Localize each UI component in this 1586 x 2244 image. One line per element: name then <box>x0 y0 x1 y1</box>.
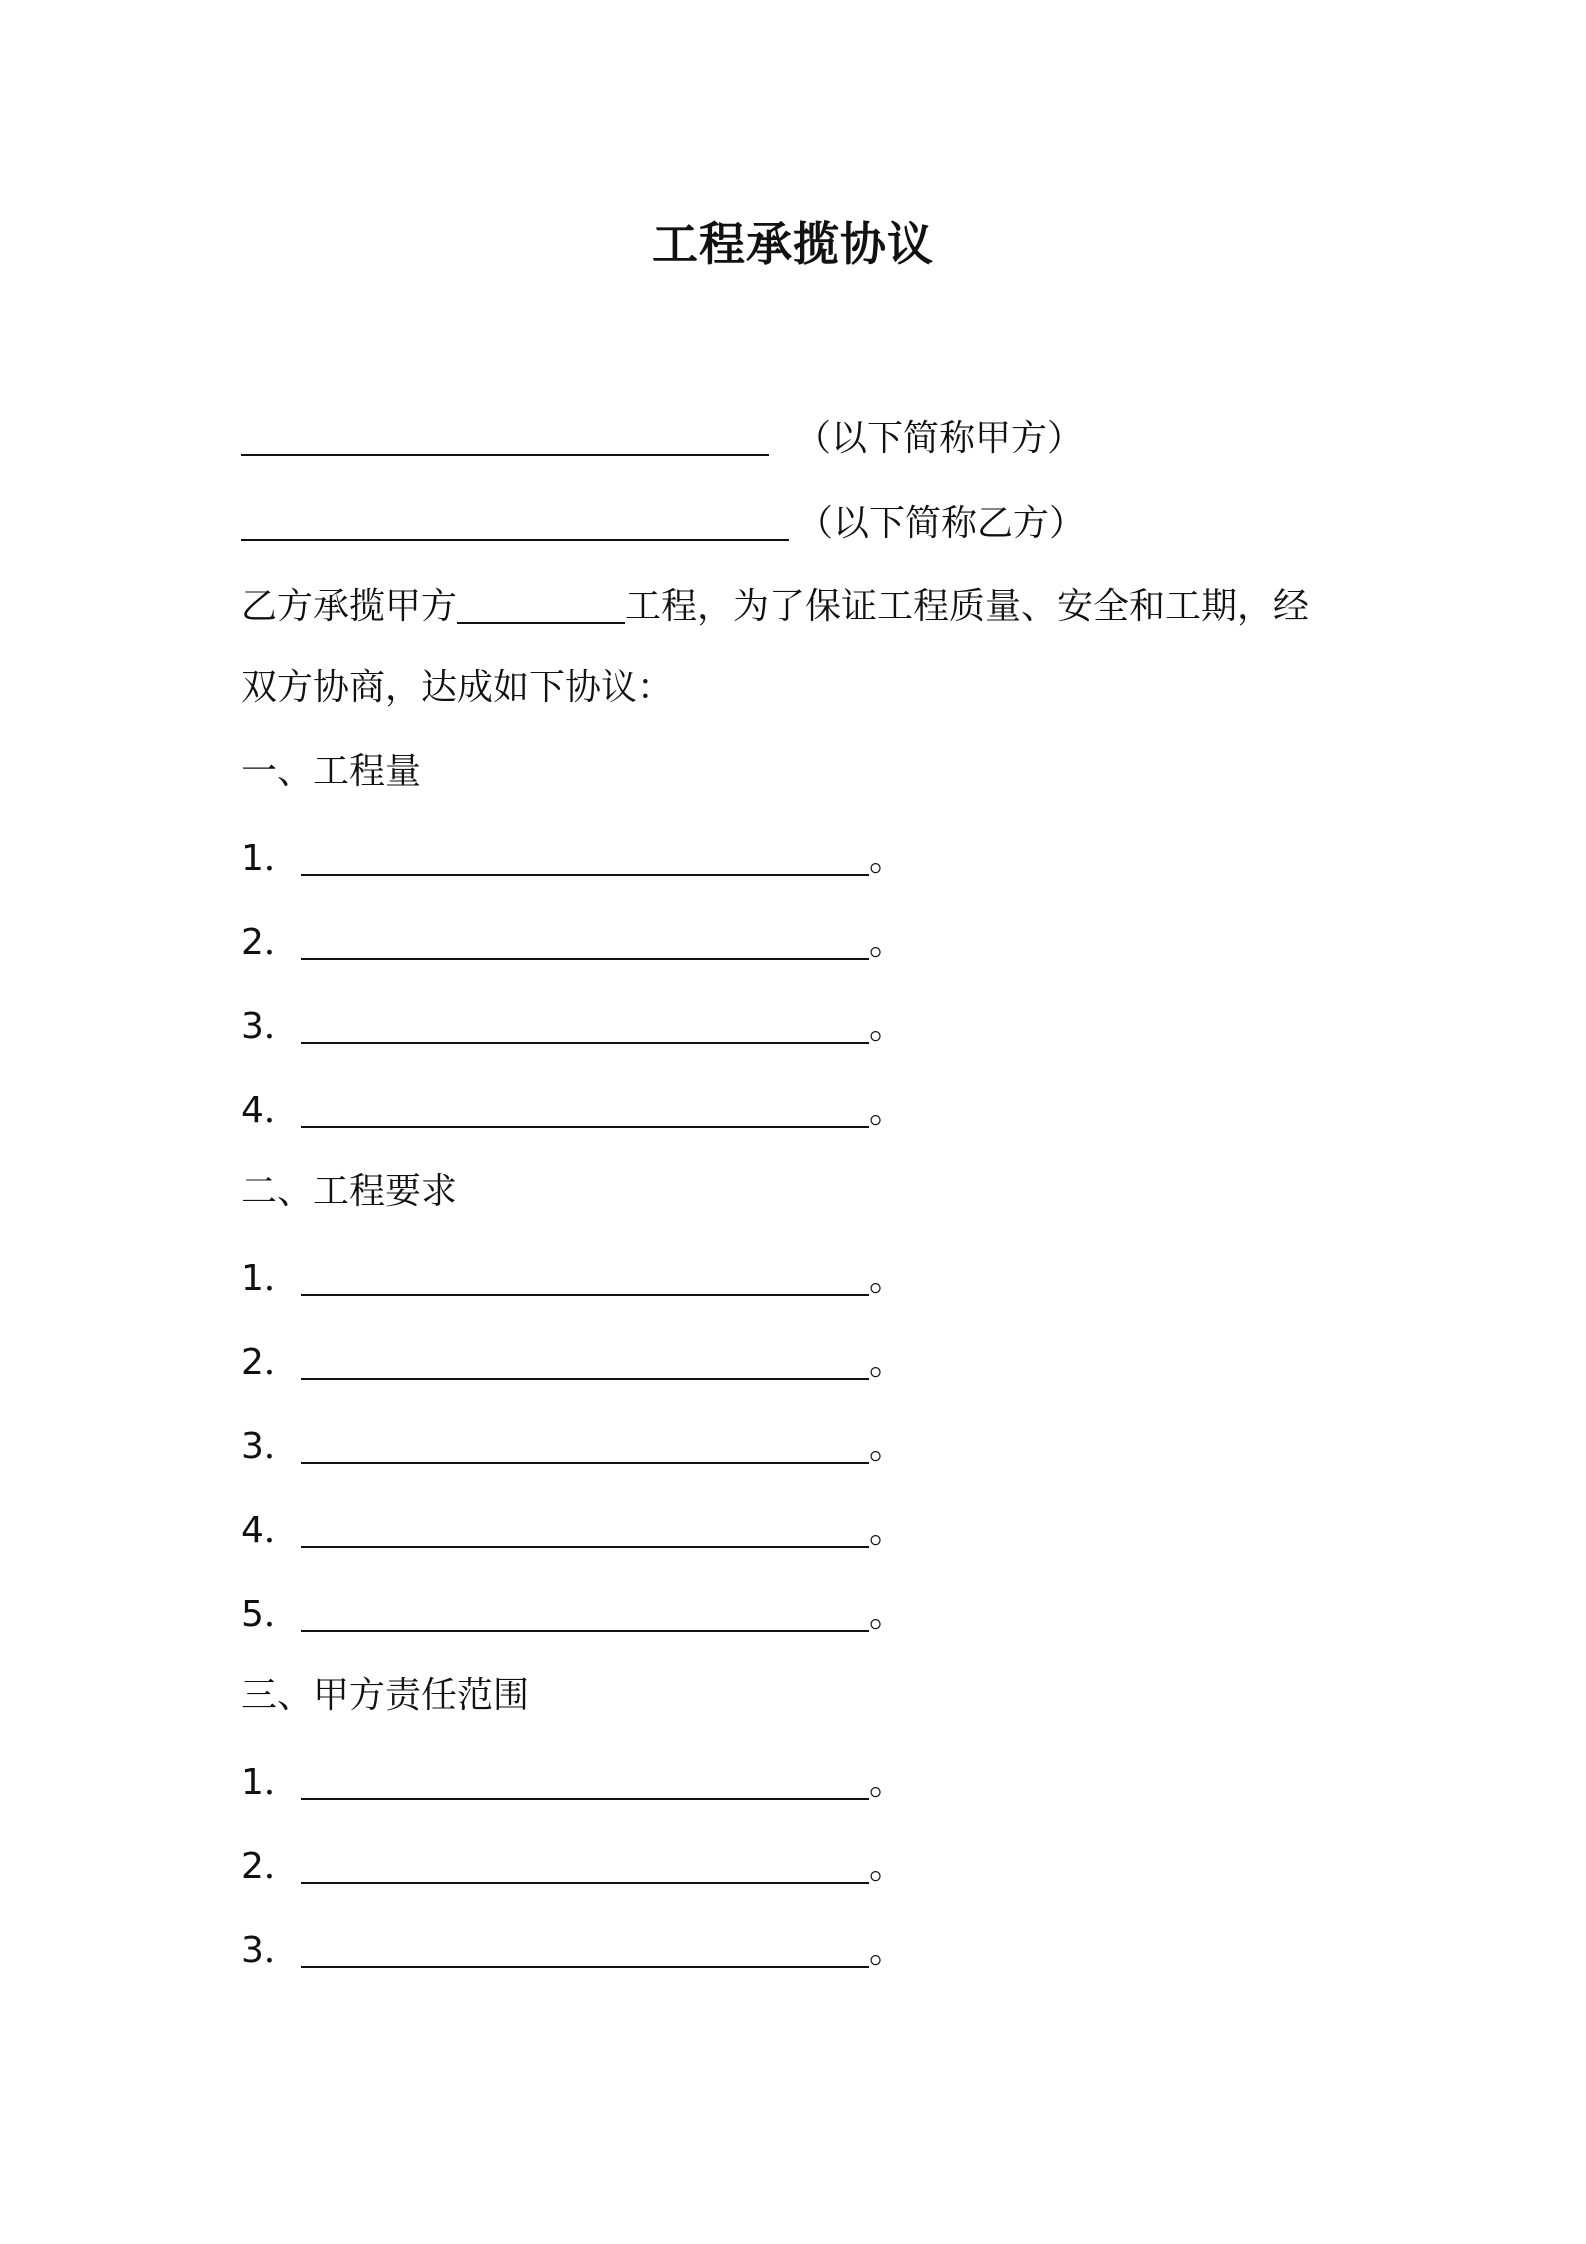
item-blank[interactable] <box>301 1342 869 1380</box>
end-mark: 。 <box>869 1930 906 1971</box>
end-mark: 。 <box>869 1510 906 1551</box>
intro-line-1 <box>241 580 1309 631</box>
list-item <box>241 832 905 883</box>
item-blank[interactable] <box>301 1090 869 1128</box>
end-mark: 。 <box>869 1426 906 1467</box>
list-item <box>241 916 905 967</box>
item-number: 3． <box>241 1006 300 1047</box>
document-title: 工程承揽协议 <box>652 217 934 271</box>
item-number: 1． <box>241 838 300 879</box>
item-blank[interactable] <box>301 838 869 876</box>
item-blank[interactable] <box>301 1258 869 1296</box>
list-item <box>241 1588 905 1639</box>
party-a-suffix: （以下简称甲方） <box>795 418 1084 459</box>
section-heading: 一、工程量 <box>241 751 422 792</box>
end-mark: 。 <box>869 922 906 963</box>
list-item <box>241 1000 905 1051</box>
item-number: 1． <box>241 1258 300 1299</box>
item-blank[interactable] <box>301 1930 869 1968</box>
project-name-blank[interactable] <box>457 586 625 624</box>
section-heading: 二、工程要求 <box>241 1171 458 1212</box>
list-item <box>241 1336 905 1387</box>
end-mark: 。 <box>869 1846 906 1887</box>
intro-text-2: 工程，为了保证工程质量、安全和工期，经 <box>625 586 1310 627</box>
end-mark: 。 <box>869 1762 906 1803</box>
list-item <box>241 1084 905 1135</box>
item-number: 4． <box>241 1510 300 1551</box>
item-number: 2． <box>241 1342 300 1383</box>
section-heading: 三、甲方责任范围 <box>241 1675 530 1716</box>
list-item <box>241 1924 905 1975</box>
end-mark: 。 <box>869 1258 906 1299</box>
list-item <box>241 1504 905 1555</box>
party-b-blank[interactable] <box>241 503 789 541</box>
list-item <box>241 1252 905 1303</box>
item-blank[interactable] <box>301 1594 869 1632</box>
item-number: 3． <box>241 1930 300 1971</box>
list-item <box>241 1840 905 1891</box>
item-blank[interactable] <box>301 1510 869 1548</box>
item-number: 2． <box>241 922 300 963</box>
end-mark: 。 <box>869 1006 906 1047</box>
item-blank[interactable] <box>301 922 869 960</box>
end-mark: 。 <box>869 1090 906 1131</box>
party-b-line <box>241 497 1085 548</box>
end-mark: 。 <box>869 838 906 879</box>
item-blank[interactable] <box>301 1006 869 1044</box>
item-number: 2． <box>241 1846 300 1887</box>
item-blank[interactable] <box>301 1426 869 1464</box>
item-number: 1． <box>241 1762 300 1803</box>
item-number: 3． <box>241 1426 300 1467</box>
intro-text-1: 乙方承揽甲方 <box>241 586 458 627</box>
intro-line-2: 双方协商，达成如下协议： <box>241 667 674 708</box>
party-a-blank[interactable] <box>241 418 769 456</box>
item-number: 4． <box>241 1090 300 1131</box>
end-mark: 。 <box>869 1594 906 1635</box>
list-item <box>241 1756 905 1807</box>
party-b-suffix: （以下简称乙方） <box>797 503 1086 544</box>
item-blank[interactable] <box>301 1846 869 1884</box>
item-blank[interactable] <box>301 1762 869 1800</box>
item-number: 5． <box>241 1594 300 1635</box>
end-mark: 。 <box>869 1342 906 1383</box>
list-item <box>241 1420 905 1471</box>
party-a-line <box>241 412 1083 463</box>
